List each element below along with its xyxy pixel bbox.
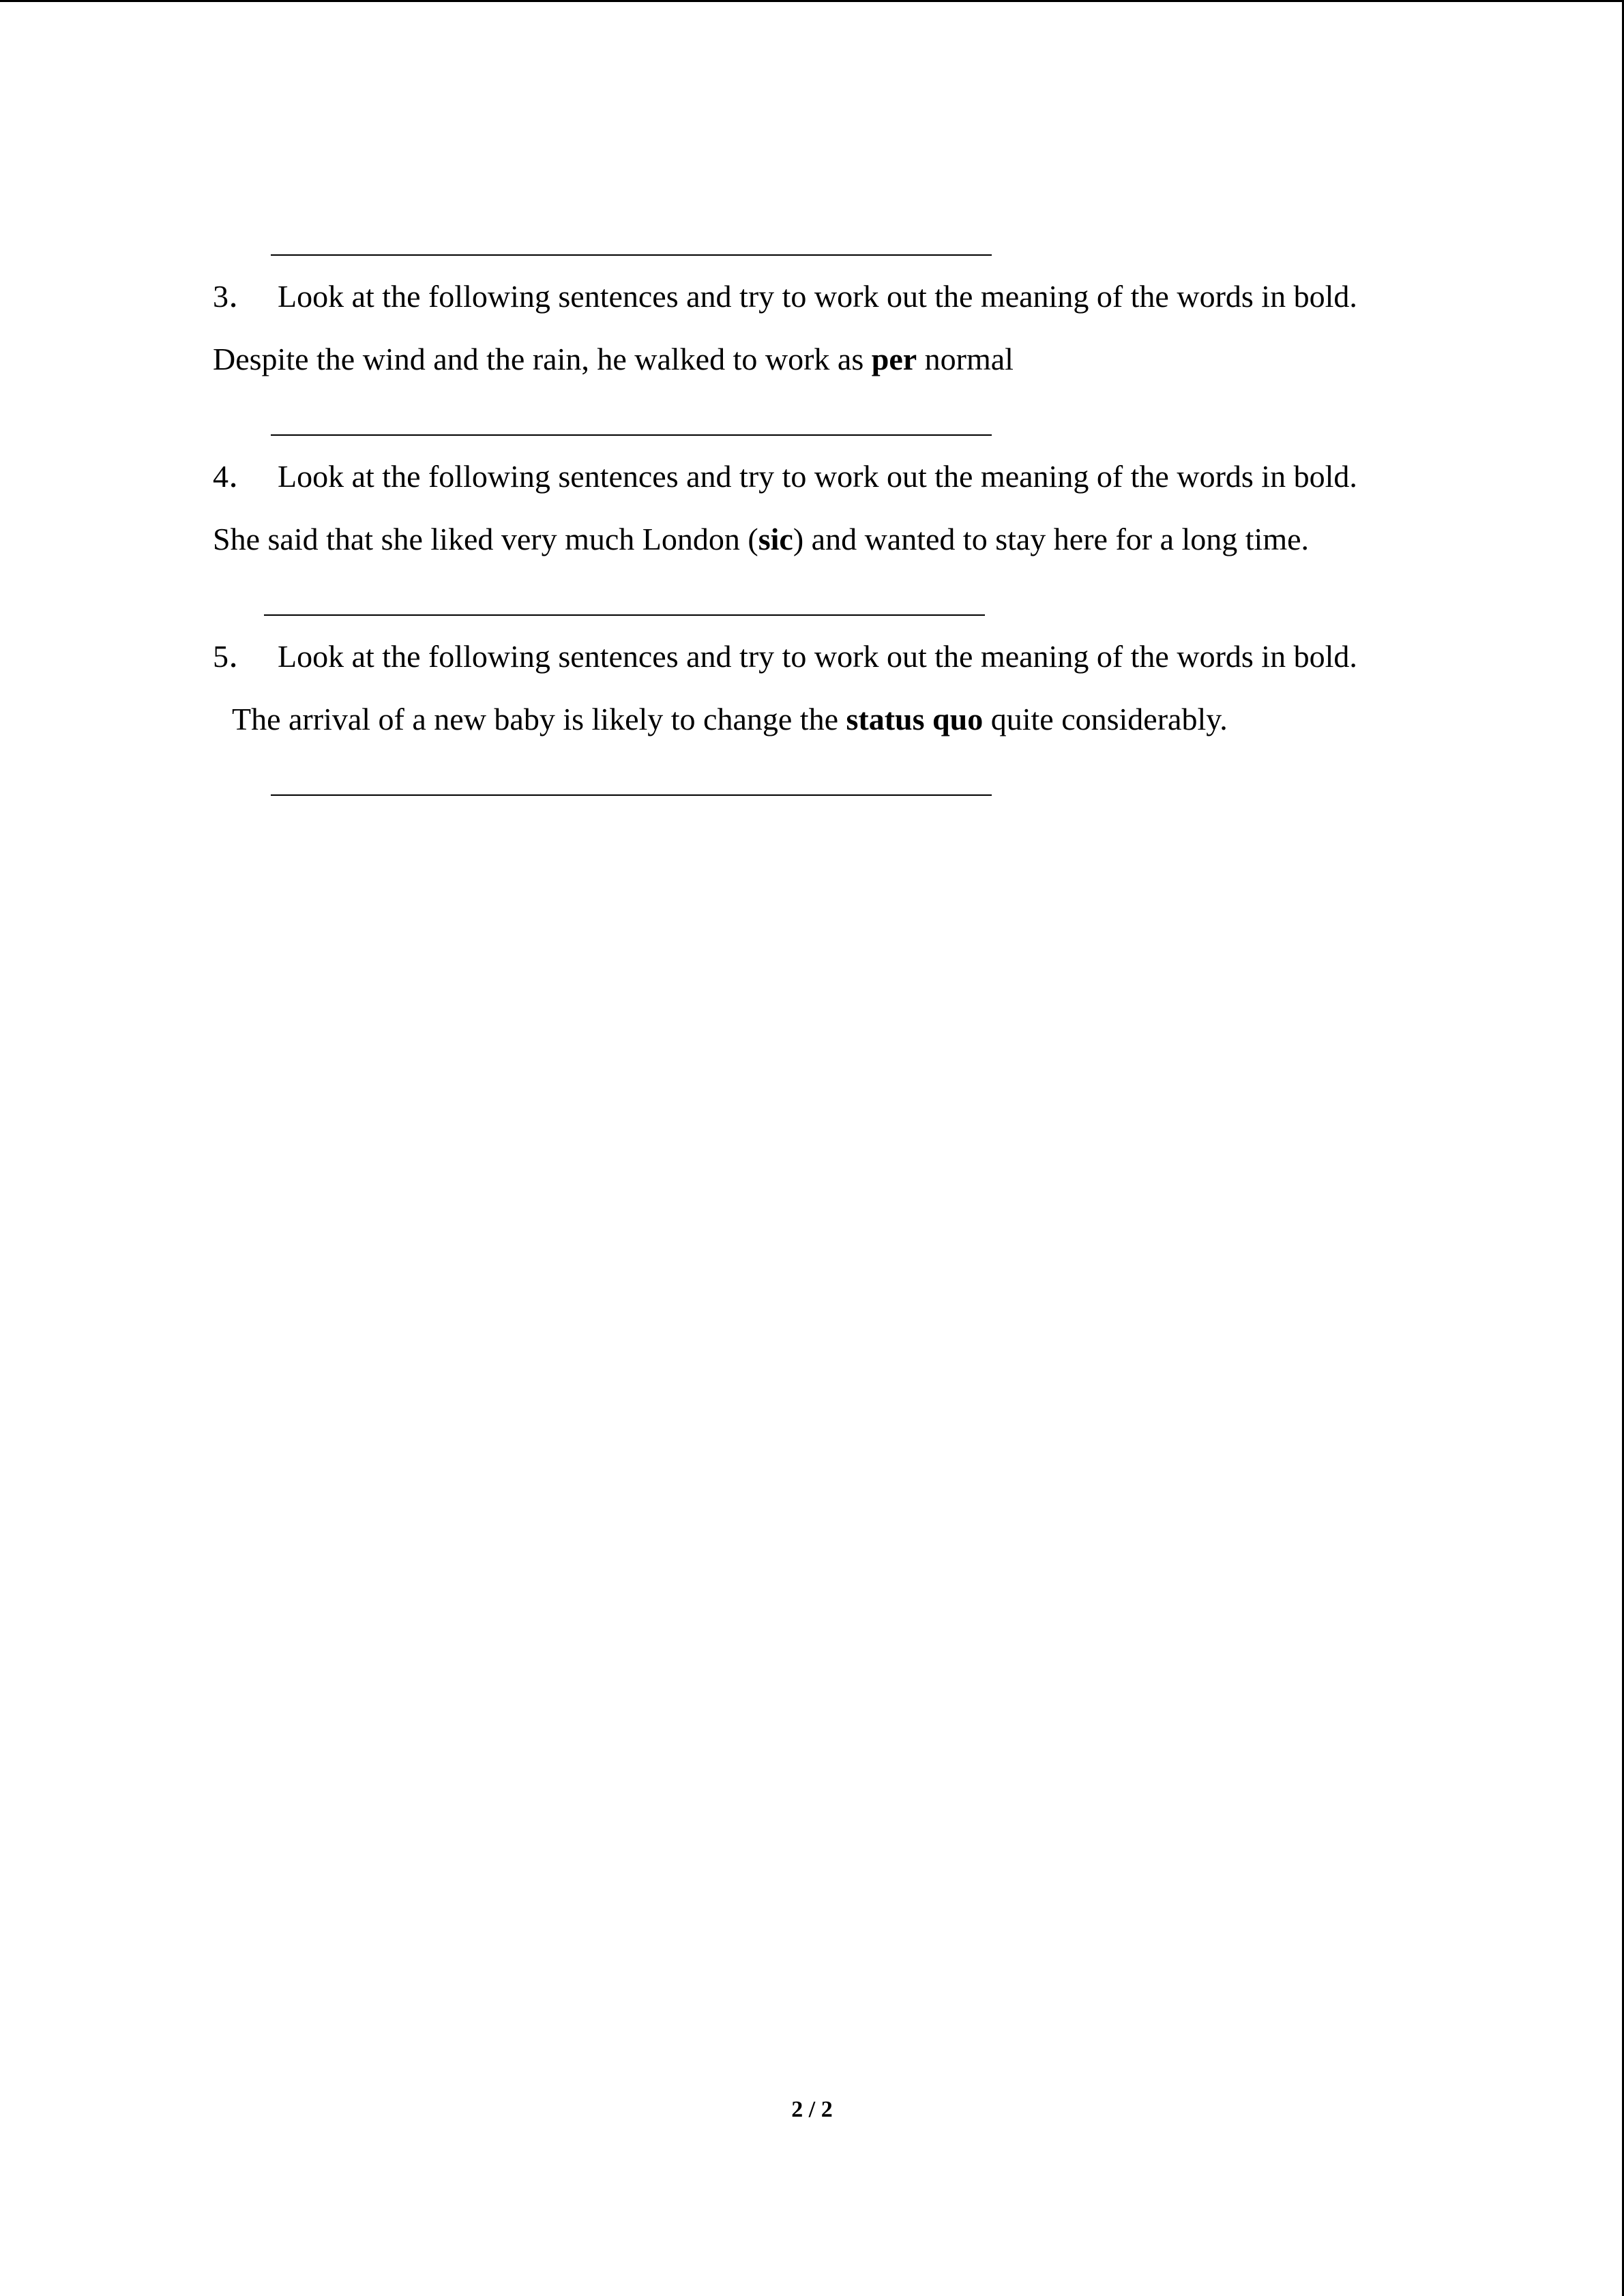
- question-5-instruction: [213, 636, 1357, 677]
- answer-line-5[interactable]: [271, 794, 992, 796]
- question-instruction: Look at the following sentences and try to work out the meaning of the words in bold.: [278, 279, 1357, 314]
- bold-term: per: [871, 342, 917, 376]
- question-instruction: Look at the following sentences and try to work out the meaning of the words in bold.: [278, 639, 1357, 674]
- answer-line-3[interactable]: [271, 434, 992, 436]
- sentence-text: ) and wanted to stay here for a long time.: [793, 522, 1310, 556]
- page-number: 2 / 2: [791, 2097, 833, 2122]
- answer-line-4[interactable]: [264, 614, 985, 616]
- bold-term: status quo: [846, 702, 984, 736]
- sentence-text: normal: [917, 342, 1014, 376]
- question-3-sentence: [213, 339, 1014, 380]
- question-4-instruction: [213, 456, 1357, 497]
- sentence-text: quite considerably.: [983, 702, 1228, 736]
- question-number: 3．: [213, 279, 260, 314]
- sentence-text: She said that she liked very much London (: [213, 522, 758, 556]
- question-number: 4．: [213, 459, 260, 494]
- sentence-text: The arrival of a new baby is likely to change the: [232, 702, 846, 736]
- question-5-sentence: [232, 699, 1228, 740]
- bold-term: sic: [758, 522, 793, 556]
- question-instruction: Look at the following sentences and try to work out the meaning of the words in bold.: [278, 459, 1357, 494]
- question-4-sentence: [213, 519, 1309, 560]
- answer-line[interactable]: [271, 254, 992, 256]
- question-number: 5．: [213, 639, 260, 674]
- sentence-text: Despite the wind and the rain, he walked to work as: [213, 342, 872, 376]
- page-border-top: [0, 0, 1624, 2]
- question-3-instruction: [213, 276, 1357, 317]
